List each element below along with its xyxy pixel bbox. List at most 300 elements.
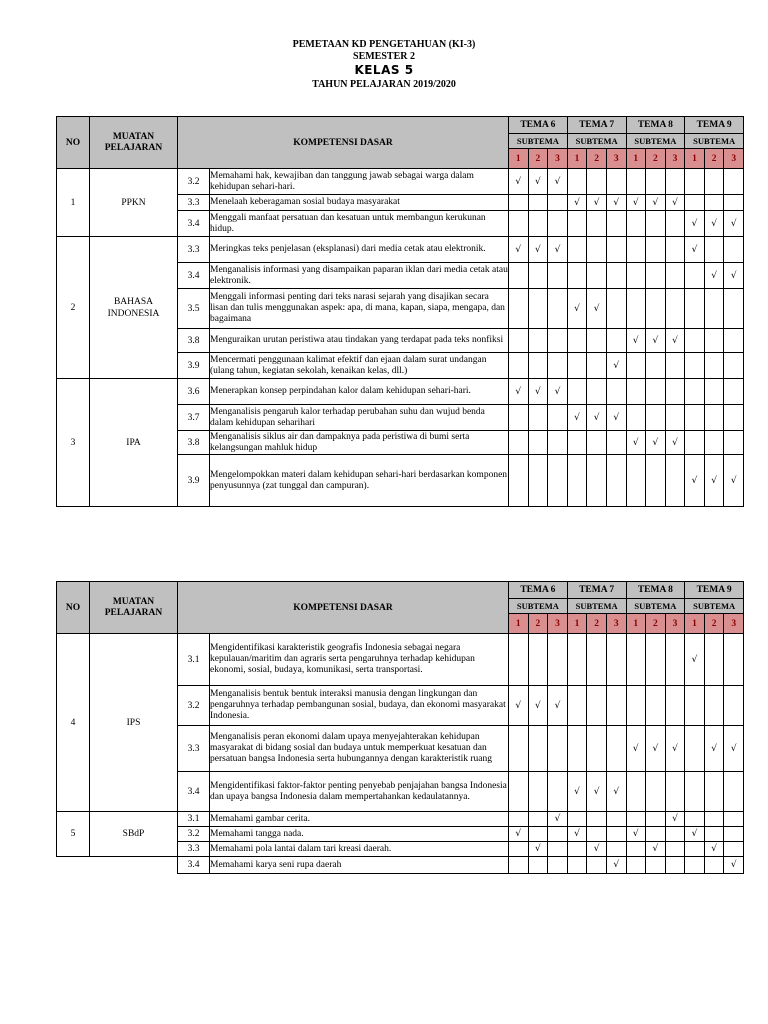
tema-check-cell xyxy=(646,726,666,772)
tema-check-cell xyxy=(626,405,646,431)
tema-check-cell xyxy=(704,353,724,379)
tema-check-cell xyxy=(626,169,646,195)
kd-description: Menggali manfaat persatuan dan kesatuan untuk membangun kerukunan hidup. xyxy=(210,211,509,237)
tema-header: TEMA 6 xyxy=(509,117,568,134)
check-mark-icon: √ xyxy=(691,829,698,839)
check-mark-icon: √ xyxy=(593,844,600,854)
subtema-number: 2 xyxy=(704,149,724,169)
tema-header: TEMA 7 xyxy=(567,117,626,134)
tema-check-cell xyxy=(665,772,685,812)
subtema-number: 3 xyxy=(665,614,685,634)
tema-check-cell xyxy=(724,827,744,842)
subtema-number: 3 xyxy=(606,614,626,634)
subtema-number: 1 xyxy=(567,614,587,634)
tema-check-cell xyxy=(567,379,587,405)
tema-check-cell xyxy=(509,211,529,237)
tema-check-cell xyxy=(567,169,587,195)
col-header-muatan: MUATAN PELAJARAN xyxy=(90,117,178,169)
table-row xyxy=(57,379,744,405)
tema-check-cell xyxy=(685,379,705,405)
subtema-header: SUBTEMA xyxy=(567,599,626,614)
tema-check-cell xyxy=(606,634,626,686)
tema-check-cell xyxy=(587,289,607,329)
check-mark-icon: √ xyxy=(632,197,639,208)
kd-code: 3.5 xyxy=(178,289,210,329)
tema-check-cell xyxy=(509,289,529,329)
tema-check-cell xyxy=(606,772,626,812)
subtema-number: 2 xyxy=(587,614,607,634)
tema-check-cell xyxy=(665,379,685,405)
tema-check-cell xyxy=(626,195,646,211)
tema-check-cell xyxy=(528,329,548,353)
tema-check-cell xyxy=(567,686,587,726)
tema-check-cell xyxy=(665,405,685,431)
table-row xyxy=(57,857,744,874)
kd-description: Menganalisis pengaruh kalor terhadap perubahan suhu dan wujud benda dalam kehidupan seharihari xyxy=(210,405,509,431)
tema-check-cell xyxy=(548,827,568,842)
tema-check-cell xyxy=(587,379,607,405)
tema-check-cell xyxy=(528,455,548,507)
kd-description: Menganalisis peran ekonomi dalam upaya menyejahterakan kehidupan masyarakat di bidang sosial dan budaya untuk memperkuat kesatuan dan persatuan bangsa Indonesia serta hubungannya dengan karakteristik ruang xyxy=(210,726,509,772)
kd-mapping-table-1 xyxy=(56,116,744,507)
tema-check-cell xyxy=(685,455,705,507)
kd-code: 3.6 xyxy=(178,379,210,405)
tema-check-cell xyxy=(665,289,685,329)
tema-check-cell xyxy=(567,812,587,827)
tema-check-cell xyxy=(724,726,744,772)
kd-description: Memahami karya seni rupa daerah xyxy=(210,857,509,874)
tema-check-cell xyxy=(606,211,626,237)
tema-check-cell xyxy=(724,634,744,686)
tema-check-cell xyxy=(626,263,646,289)
subtema-number: 3 xyxy=(724,614,744,634)
check-mark-icon: √ xyxy=(711,475,717,486)
kd-description: Menganalisis informasi yang disampaikan paparan iklan dari media cetak atau elektronik. xyxy=(210,263,509,289)
tema-check-cell xyxy=(665,353,685,379)
tema-check-cell xyxy=(685,812,705,827)
kd-description: Menguraikan urutan peristiwa atau tindakan yang terdapat pada teks nonfiksi xyxy=(210,329,509,353)
tema-check-cell xyxy=(606,857,626,874)
tema-check-cell xyxy=(704,211,724,237)
tema-check-cell xyxy=(509,263,529,289)
doc-year: TAHUN PELAJARAN 2019/2020 xyxy=(312,79,456,90)
tema-check-cell xyxy=(567,857,587,874)
check-mark-icon: √ xyxy=(672,197,678,208)
doc-class: KELAS 5 xyxy=(354,63,414,77)
kd-description: Menganalisis bentuk bentuk interaksi manusia dengan lingkungan dan pengaruhnya terhadap pembangunan sosial, budaya, dan ekonomi masyarakat Indonesia. xyxy=(210,686,509,726)
check-mark-icon: √ xyxy=(554,814,561,824)
subtema-number: 3 xyxy=(548,149,568,169)
tema-check-cell xyxy=(646,455,666,507)
tema-check-cell xyxy=(626,634,646,686)
tema-check-cell xyxy=(548,772,568,812)
check-mark-icon: √ xyxy=(672,743,678,754)
kd-code: 3.1 xyxy=(178,634,210,686)
check-mark-icon: √ xyxy=(691,654,698,665)
check-mark-icon: √ xyxy=(593,303,600,314)
tema-check-cell xyxy=(646,634,666,686)
tema-check-cell xyxy=(724,211,744,237)
tema-check-cell xyxy=(685,329,705,353)
tema-check-cell xyxy=(548,455,568,507)
check-mark-icon: √ xyxy=(534,244,541,255)
tema-check-cell xyxy=(528,857,548,874)
tema-check-cell xyxy=(528,842,548,857)
subtema-number: 2 xyxy=(528,149,548,169)
tema-check-cell xyxy=(724,686,744,726)
tema-check-cell xyxy=(646,842,666,857)
tema-check-cell xyxy=(704,405,724,431)
check-mark-icon: √ xyxy=(574,829,580,839)
table-row xyxy=(57,169,744,195)
kd-code: 3.4 xyxy=(178,772,210,812)
tema-check-cell xyxy=(626,842,646,857)
tema-check-cell xyxy=(665,237,685,263)
tema-check-cell xyxy=(665,195,685,211)
tema-check-cell xyxy=(626,455,646,507)
tema-check-cell xyxy=(587,237,607,263)
check-mark-icon: √ xyxy=(554,700,561,711)
tema-check-cell xyxy=(509,237,529,263)
check-mark-icon: √ xyxy=(691,244,698,255)
check-mark-icon: √ xyxy=(632,743,639,754)
tema-check-cell xyxy=(665,726,685,772)
tema-check-cell xyxy=(646,379,666,405)
subtema-header: SUBTEMA xyxy=(509,599,568,614)
kd-code: 3.2 xyxy=(178,686,210,726)
tema-check-cell xyxy=(509,827,529,842)
tema-check-cell xyxy=(665,455,685,507)
tema-check-cell xyxy=(509,634,529,686)
check-mark-icon: √ xyxy=(534,386,541,397)
tema-check-cell xyxy=(665,211,685,237)
subtema-header: SUBTEMA xyxy=(509,134,568,149)
tema-check-cell xyxy=(646,686,666,726)
subtema-number: 2 xyxy=(587,149,607,169)
tema-check-cell xyxy=(626,379,646,405)
tema-check-cell xyxy=(626,431,646,455)
tema-check-cell xyxy=(587,812,607,827)
tema-check-cell xyxy=(567,263,587,289)
tema-check-cell xyxy=(626,772,646,812)
subtema-number: 2 xyxy=(528,614,548,634)
tema-check-cell xyxy=(704,842,724,857)
check-mark-icon: √ xyxy=(613,412,620,423)
tema-check-cell xyxy=(567,405,587,431)
tema-check-cell xyxy=(626,329,646,353)
tema-header: TEMA 8 xyxy=(626,582,685,599)
tema-check-cell xyxy=(685,827,705,842)
check-mark-icon: √ xyxy=(730,860,737,870)
tema-check-cell xyxy=(528,263,548,289)
tema-check-cell xyxy=(587,169,607,195)
table-row xyxy=(57,634,744,686)
tema-check-cell xyxy=(606,726,626,772)
tema-check-cell xyxy=(548,289,568,329)
tema-check-cell xyxy=(665,329,685,353)
tema-check-cell xyxy=(509,431,529,455)
tema-check-cell xyxy=(567,211,587,237)
subtema-number: 2 xyxy=(646,614,666,634)
tema-check-cell xyxy=(665,857,685,874)
kd-description: Menelaah keberagaman sosial budaya masyarakat xyxy=(210,195,509,211)
kd-code: 3.4 xyxy=(178,211,210,237)
kd-description: Memahami gambar cerita. xyxy=(210,812,509,827)
table-row xyxy=(57,812,744,827)
tema-check-cell xyxy=(704,169,724,195)
tema-check-cell xyxy=(528,827,548,842)
tema-check-cell xyxy=(528,211,548,237)
tema-check-cell xyxy=(587,634,607,686)
tema-check-cell xyxy=(528,431,548,455)
tema-check-cell xyxy=(528,812,548,827)
check-mark-icon: √ xyxy=(711,218,717,229)
tema-check-cell xyxy=(587,329,607,353)
tema-check-cell xyxy=(606,686,626,726)
subtema-number: 1 xyxy=(509,614,529,634)
check-mark-icon: √ xyxy=(574,412,580,423)
tema-check-cell xyxy=(528,405,548,431)
tema-check-cell xyxy=(724,772,744,812)
tema-check-cell xyxy=(606,842,626,857)
tema-check-cell xyxy=(646,405,666,431)
check-mark-icon: √ xyxy=(613,197,620,208)
kd-mapping-table-2 xyxy=(56,581,744,874)
check-mark-icon: √ xyxy=(554,244,561,255)
tema-check-cell xyxy=(685,289,705,329)
kd-description: Mengelompokkan materi dalam kehidupan sehari-hari berdasarkan komponen penyusunnya (zat tunggal dan campuran). xyxy=(210,455,509,507)
tema-check-cell xyxy=(528,772,548,812)
check-mark-icon: √ xyxy=(515,244,522,255)
check-mark-icon: √ xyxy=(730,270,737,281)
tema-check-cell xyxy=(665,431,685,455)
check-mark-icon: √ xyxy=(515,386,522,397)
kd-code: 3.3 xyxy=(178,726,210,772)
tema-check-cell xyxy=(509,405,529,431)
col-header-kompetensi: KOMPETENSI DASAR xyxy=(178,117,509,169)
tema-check-cell xyxy=(685,353,705,379)
tema-check-cell xyxy=(704,263,724,289)
tema-check-cell xyxy=(587,772,607,812)
tema-check-cell xyxy=(548,405,568,431)
tema-check-cell xyxy=(704,329,724,353)
tema-check-cell xyxy=(665,686,685,726)
tema-check-cell xyxy=(626,812,646,827)
tema-check-cell xyxy=(685,405,705,431)
subtema-header: SUBTEMA xyxy=(685,599,744,614)
tema-check-cell xyxy=(665,634,685,686)
kd-code: 3.3 xyxy=(178,195,210,211)
tema-check-cell xyxy=(685,857,705,874)
check-mark-icon: √ xyxy=(691,475,698,486)
tema-check-cell xyxy=(606,329,626,353)
tema-check-cell xyxy=(685,772,705,812)
tema-check-cell xyxy=(509,455,529,507)
tema-check-cell xyxy=(646,827,666,842)
kd-description: Memahami hak, kewajiban dan tanggung jawab sebagai warga dalam kehidupan sehari-hari. xyxy=(210,169,509,195)
subject-name: IPA xyxy=(90,379,178,507)
subject-name: PPKN xyxy=(90,169,178,237)
kd-code: 3.7 xyxy=(178,405,210,431)
tema-check-cell xyxy=(724,431,744,455)
tema-check-cell xyxy=(724,263,744,289)
tema-check-cell xyxy=(528,726,548,772)
tema-check-cell xyxy=(509,169,529,195)
tema-check-cell xyxy=(685,263,705,289)
tema-check-cell xyxy=(704,289,724,329)
check-mark-icon: √ xyxy=(652,844,659,854)
tema-check-cell xyxy=(509,195,529,211)
tema-check-cell xyxy=(646,772,666,812)
check-mark-icon: √ xyxy=(574,197,580,208)
kd-code: 3.9 xyxy=(178,353,210,379)
tema-check-cell xyxy=(724,237,744,263)
tema-check-cell xyxy=(724,329,744,353)
tema-check-cell xyxy=(587,455,607,507)
tema-header: TEMA 8 xyxy=(626,117,685,134)
tema-check-cell xyxy=(606,263,626,289)
tema-check-cell xyxy=(548,634,568,686)
check-mark-icon: √ xyxy=(652,743,659,754)
tema-check-cell xyxy=(509,857,529,874)
tema-check-cell xyxy=(724,353,744,379)
tema-check-cell xyxy=(548,353,568,379)
subtema-number: 1 xyxy=(685,149,705,169)
tema-check-cell xyxy=(626,289,646,329)
subtema-number: 3 xyxy=(724,149,744,169)
tema-check-cell xyxy=(587,857,607,874)
tema-check-cell xyxy=(548,857,568,874)
kd-description: Mengidentifikasi faktor-faktor penting penyebab penjajahan bangsa Indonesia dan upaya bangsa Indonesia dalam mempertahankan kedaulatannya. xyxy=(210,772,509,812)
kd-code: 3.2 xyxy=(178,169,210,195)
tema-check-cell xyxy=(646,237,666,263)
tema-check-cell xyxy=(509,686,529,726)
tema-check-cell xyxy=(548,686,568,726)
tema-check-cell xyxy=(606,431,626,455)
tema-check-cell xyxy=(528,634,548,686)
table-row xyxy=(57,237,744,263)
subtema-number: 1 xyxy=(626,149,646,169)
check-mark-icon: √ xyxy=(652,197,659,208)
kd-description: Memahami pola lantai dalam tari kreasi daerah. xyxy=(210,842,509,857)
tema-check-cell xyxy=(606,455,626,507)
tema-check-cell xyxy=(665,263,685,289)
tema-check-cell xyxy=(685,169,705,195)
tema-check-cell xyxy=(626,726,646,772)
tema-check-cell xyxy=(646,431,666,455)
kd-description: Menganalisis siklus air dan dampaknya pada peristiwa di bumi serta kelangsungan mahluk hidup xyxy=(210,431,509,455)
subject-name: BAHASA INDONESIA xyxy=(90,237,178,379)
subject-number: 2 xyxy=(57,237,90,379)
kd-code: 3.3 xyxy=(178,237,210,263)
tema-check-cell xyxy=(685,195,705,211)
tema-check-cell xyxy=(704,379,724,405)
subject-name: SBdP xyxy=(90,812,178,857)
check-mark-icon: √ xyxy=(554,176,561,187)
tema-check-cell xyxy=(567,195,587,211)
subject-number: 1 xyxy=(57,169,90,237)
kd-description: Menggali informasi penting dari teks narasi sejarah yang disajikan secara lisan dan tulis menggunakan aspek: apa, di mana, kapan, siapa, mengapa, dan bagaimana xyxy=(210,289,509,329)
tema-check-cell xyxy=(646,812,666,827)
tema-header: TEMA 6 xyxy=(509,582,568,599)
tema-check-cell xyxy=(724,195,744,211)
tema-check-cell xyxy=(509,353,529,379)
col-header-no: NO xyxy=(57,117,90,169)
tema-check-cell xyxy=(528,353,548,379)
subject-number: 4 xyxy=(57,634,90,812)
tema-check-cell xyxy=(548,431,568,455)
col-header-kompetensi: KOMPETENSI DASAR xyxy=(178,582,509,634)
tema-check-cell xyxy=(509,329,529,353)
check-mark-icon: √ xyxy=(534,700,541,711)
kd-code: 3.2 xyxy=(178,827,210,842)
tema-check-cell xyxy=(548,842,568,857)
tema-check-cell xyxy=(665,812,685,827)
doc-semester: SEMESTER 2 xyxy=(353,51,415,62)
tema-check-cell xyxy=(685,842,705,857)
subtema-number: 1 xyxy=(626,614,646,634)
tema-check-cell xyxy=(528,289,548,329)
check-mark-icon: √ xyxy=(632,437,639,448)
kd-code: 3.3 xyxy=(178,842,210,857)
tema-check-cell xyxy=(646,353,666,379)
tema-check-cell xyxy=(587,195,607,211)
check-mark-icon: √ xyxy=(515,700,522,711)
tema-check-cell xyxy=(509,812,529,827)
kd-description: Mencermati penggunaan kalimat efektif dan ejaan dalam surat undangan (ulang tahun, kegiatan sekolah, kenaikan kelas, dll.) xyxy=(210,353,509,379)
tema-check-cell xyxy=(685,431,705,455)
tema-check-cell xyxy=(606,169,626,195)
tema-check-cell xyxy=(548,237,568,263)
tema-check-cell xyxy=(567,455,587,507)
tema-check-cell xyxy=(567,431,587,455)
tema-check-cell xyxy=(626,237,646,263)
tema-check-cell xyxy=(567,827,587,842)
tema-check-cell xyxy=(548,169,568,195)
subtema-number: 2 xyxy=(704,614,724,634)
tema-check-cell xyxy=(665,169,685,195)
check-mark-icon: √ xyxy=(730,475,737,486)
tema-check-cell xyxy=(704,772,724,812)
tema-check-cell xyxy=(528,379,548,405)
check-mark-icon: √ xyxy=(593,412,600,423)
tema-check-cell xyxy=(548,211,568,237)
check-mark-icon: √ xyxy=(534,176,541,187)
tema-check-cell xyxy=(685,237,705,263)
tema-check-cell xyxy=(567,353,587,379)
tema-check-cell xyxy=(548,263,568,289)
tema-check-cell xyxy=(665,827,685,842)
tema-check-cell xyxy=(567,772,587,812)
tema-check-cell xyxy=(587,842,607,857)
tema-check-cell xyxy=(606,379,626,405)
tema-check-cell xyxy=(646,263,666,289)
tema-check-cell xyxy=(724,169,744,195)
kd-code: 3.1 xyxy=(178,812,210,827)
kd-code: 3.8 xyxy=(178,329,210,353)
tema-check-cell xyxy=(548,726,568,772)
tema-check-cell xyxy=(704,455,724,507)
tema-header: TEMA 9 xyxy=(685,117,744,134)
subtema-header: SUBTEMA xyxy=(567,134,626,149)
tema-check-cell xyxy=(567,329,587,353)
tema-check-cell xyxy=(646,857,666,874)
check-mark-icon: √ xyxy=(593,786,600,797)
tema-check-cell xyxy=(724,857,744,874)
col-header-no: NO xyxy=(57,582,90,634)
tema-check-cell xyxy=(646,195,666,211)
tema-check-cell xyxy=(685,211,705,237)
